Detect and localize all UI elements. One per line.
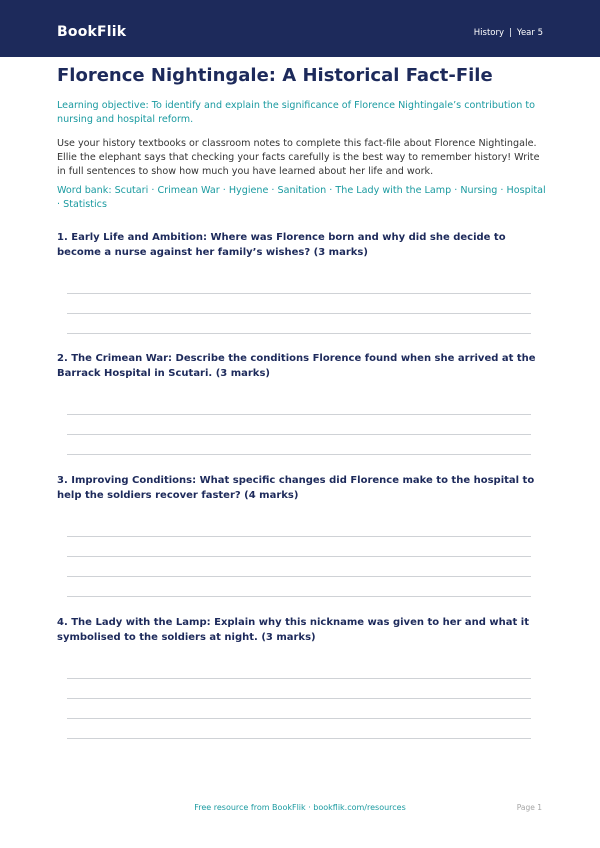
- answer-line[interactable]: [67, 556, 531, 557]
- word-bank: Word bank: Scutari · Crimean War · Hygiene · Sanitation · The Lady with the Lamp · Nursing · Hospital · Statistics: [57, 185, 546, 210]
- page-number: Page 1: [516, 803, 542, 812]
- question-1: 1. Early Life and Ambition: Where was Florence born and why did she decide to become a nurse against her family’s wishes? (3 marks): [57, 232, 506, 258]
- answer-line[interactable]: [67, 738, 531, 739]
- answer-line[interactable]: [67, 333, 531, 334]
- answer-line[interactable]: [67, 596, 531, 597]
- answer-line[interactable]: [67, 718, 531, 719]
- answer-line[interactable]: [67, 434, 531, 435]
- question-4: 4. The Lady with the Lamp: Explain why this nickname was given to her and what it symbolised to the soldiers at night. (3 marks): [57, 617, 529, 643]
- answer-line[interactable]: [67, 454, 531, 455]
- footer-credit[interactable]: Free resource from BookFlik · bookflik.com/resources: [194, 803, 406, 812]
- subject-year: [474, 27, 543, 39]
- page-title: Florence Nightingale: A Historical Fact-File: [57, 65, 493, 86]
- answer-line[interactable]: [67, 576, 531, 577]
- question-3: 3. Improving Conditions: What specific changes did Florence make to the hospital to help the soldiers recover faster? (4 marks): [57, 475, 535, 501]
- question-2: 2. The Crimean War: Describe the conditions Florence found when she arrived at the Barrack Hospital in Scutari. (3 marks): [57, 353, 536, 379]
- header-bar: [0, 0, 600, 57]
- header-separator: |: [509, 28, 512, 38]
- brand-logo: BookFlik: [57, 24, 127, 40]
- answer-line[interactable]: [67, 313, 531, 314]
- answer-line[interactable]: [67, 414, 531, 415]
- year-label: Year 5: [516, 28, 543, 38]
- answer-line[interactable]: [67, 678, 531, 679]
- learning-objective: Learning objective: To identify and explain the significance of Florence Nightingale’s contribution to nursing and hospital reform.: [57, 100, 536, 125]
- answer-line[interactable]: [67, 698, 531, 699]
- instructions: Use your history textbooks or classroom notes to complete this fact-file about Florence Nightingale. Ellie the elephant says that checking your facts carefully is the best way to remember history! Write in full sentences to show how much you have learned about her life and work.: [57, 138, 540, 177]
- answer-line[interactable]: [67, 536, 531, 537]
- subject-label: History: [473, 28, 505, 38]
- answer-line[interactable]: [67, 293, 531, 294]
